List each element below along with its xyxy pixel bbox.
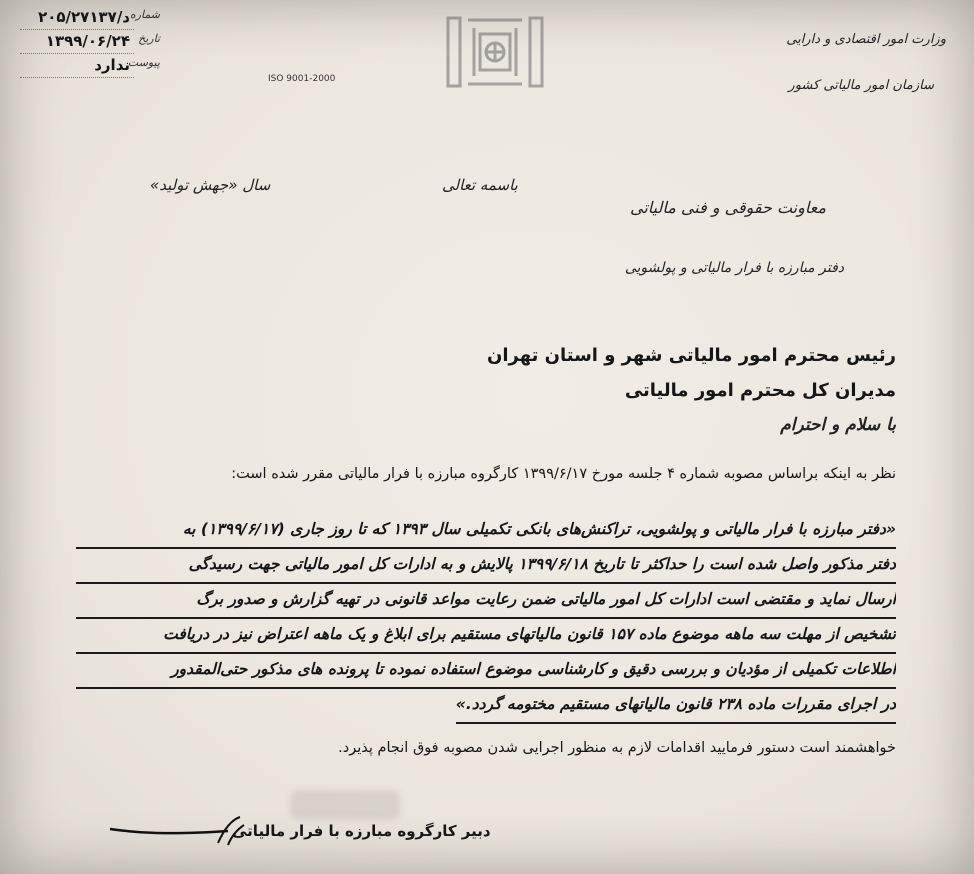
meta-date-row	[20, 32, 160, 56]
meta-date-label: تاریخ	[138, 32, 160, 45]
handwritten-signature-icon	[108, 815, 248, 855]
organization-name: سازمان امور مالیاتی کشور	[788, 78, 934, 93]
faded-stamp	[290, 790, 400, 820]
iso-certification: ISO 9001-2000	[268, 74, 336, 84]
meta-number-label: شماره	[129, 8, 160, 21]
tax-organization-emblem-icon	[440, 12, 550, 92]
closing-request: خواهشمند است دستور فرمایید اقدامات لازم به منظور اجرایی شدن مصوبه فوق انجام پذیرد.	[338, 740, 896, 756]
year-slogan: سال «جهش تولید»	[150, 176, 271, 194]
decision-quote	[76, 514, 896, 724]
recipient-line-2: مدیران کل محترم امور مالیاتی	[624, 380, 896, 401]
meta-number-row	[20, 8, 160, 32]
meta-dotted-line	[20, 53, 134, 54]
meta-attachment-row	[20, 56, 160, 80]
recipient-line-1: رئیس محترم امور مالیاتی شهر و استان تهران	[486, 345, 896, 366]
meta-date-value: ۱۳۹۹/۰۶/۲۴	[45, 32, 130, 50]
intro-paragraph: نظر به اینکه براساس مصوبه شماره ۴ جلسه مورخ ۱۳۹۹/۶/۱۷ کارگروه مبارزه با فرار مالیاتی مقرر شده است:	[231, 466, 896, 482]
letter-meta	[20, 8, 160, 80]
deputy-office: معاونت حقوقی و فنی مالیاتی	[630, 198, 826, 217]
meta-number-value: د/۲۰۵/۲۷۱۳۷	[38, 8, 130, 26]
ministry-name: وزارت امور اقتصادی و دارایی	[786, 32, 946, 47]
decision-line: اطلاعات تکمیلی از مؤدیان و بررسی دقیق و کارشناسی موضوع استفاده نموده تا پرونده های مذکور حتی‌المقدور	[76, 654, 896, 689]
basmala: باسمه تعالی	[442, 176, 518, 194]
meta-attachment-label: پیوست	[127, 56, 160, 69]
meta-attachment-value: ندارد	[94, 56, 130, 74]
decision-line: «دفتر مبارزه با فرار مالیاتی و پولشویی، تراکنش‌های بانکی تکمیلی سال ۱۳۹۳ که تا روز جاری (۱۳۹۹/۶/۱۷) به	[76, 514, 896, 549]
meta-dotted-line	[20, 29, 134, 30]
decision-line: تشخیص از مهلت سه ماهه موضوع ماده ۱۵۷ قانون مالیاتهای مستقیم برای ابلاغ و یک ماهه اعتراض نیز در دریافت	[76, 619, 896, 654]
meta-dotted-line	[20, 77, 134, 78]
signer-title: دبیر کارگروه مبارزه با فرار مالیاتی	[232, 822, 491, 840]
greeting: با سلام و احترام	[780, 415, 896, 435]
decision-line: ارسال نماید و مقتضی است ادارات کل امور مالیاتی ضمن رعایت مواعد قانونی در تهیه گزارش و صدور برگ	[76, 584, 896, 619]
decision-line: در اجرای مقررات ماده ۲۳۸ قانون مالیاتهای مستقیم مختومه گردد.»	[456, 689, 896, 724]
issuing-office: دفتر مبارزه با فرار مالیاتی و پولشویی	[624, 260, 844, 276]
decision-line: دفتر مذکور واصل شده است را حداکثر تا تاریخ ۱۳۹۹/۶/۱۸ پالایش و به ادارات کل امور مالیاتی جهت رسیدگی	[76, 549, 896, 584]
